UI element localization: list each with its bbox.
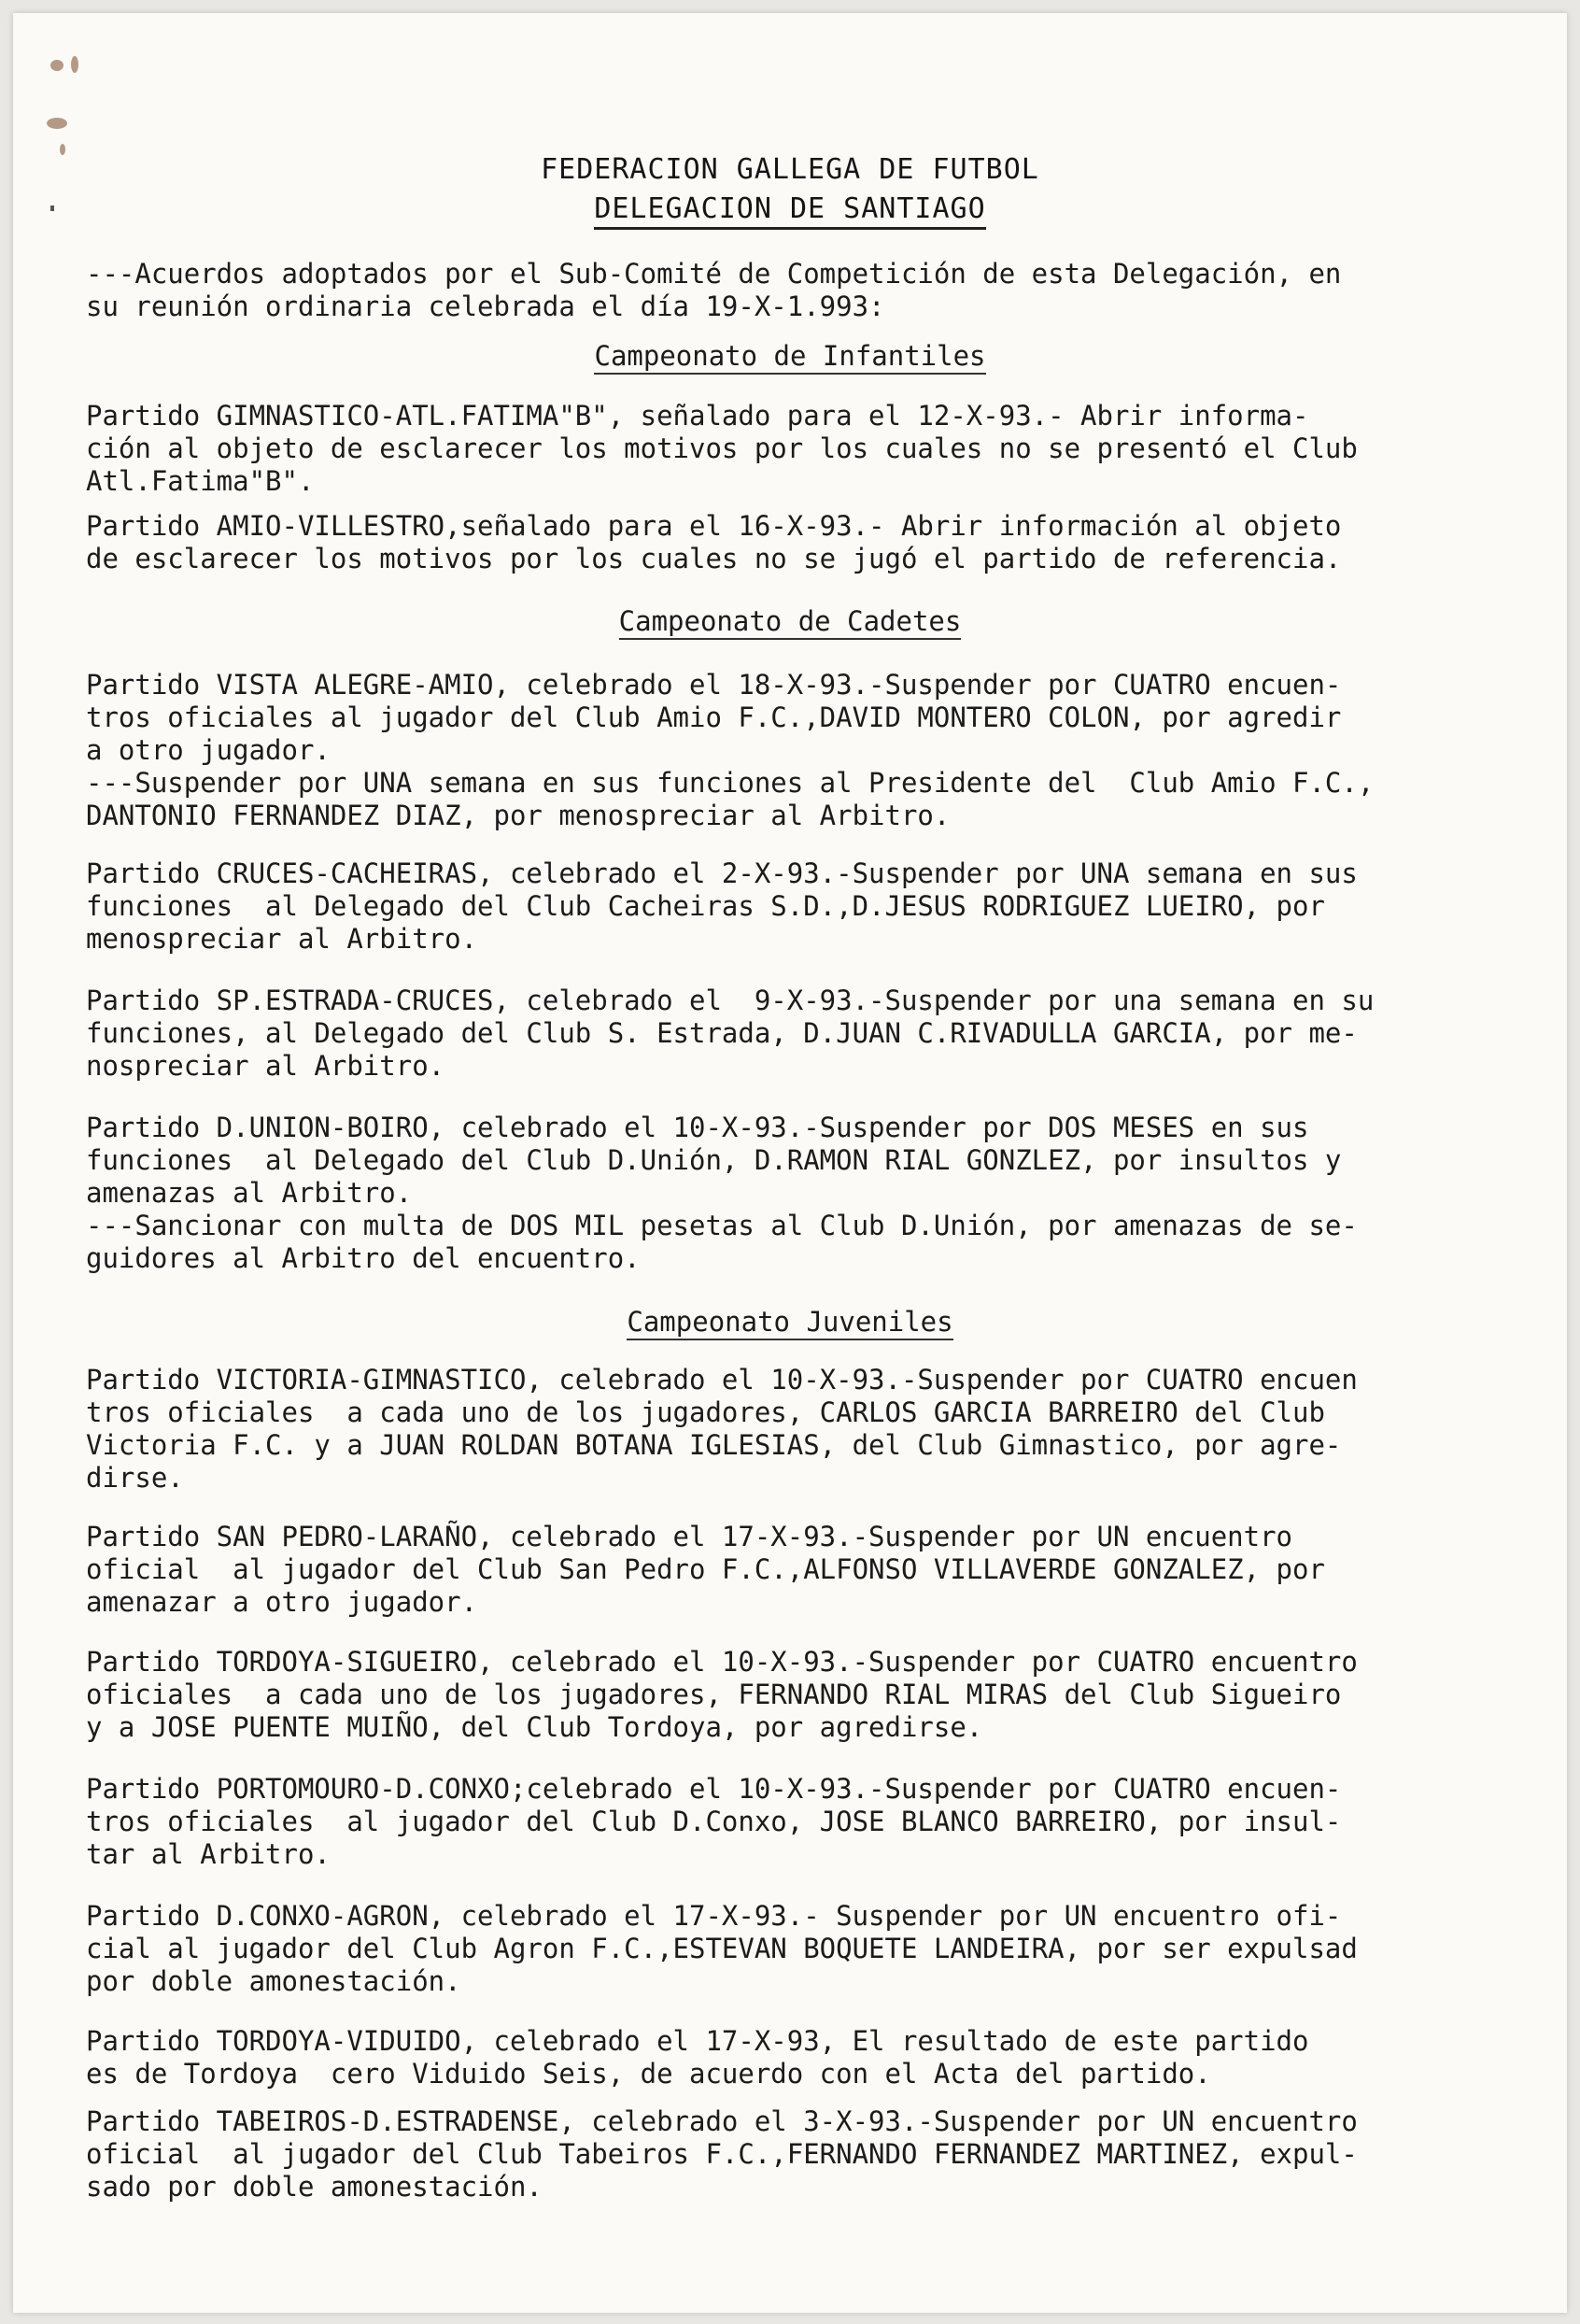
intro-paragraph: ---Acuerdos adoptados por el Sub-Comité de Competición de esta Delegación, en su reunión ordinaria celebrada el día 19-X-1.993: [86, 258, 1342, 322]
juveniles-paragraph-6: Partido TORDOYA-VIDUIDO, celebrado el 17-X-93, El resultado de este partido es de Tordoya cero Viduido Seis, de acuerdo con el Acta del partido. [86, 2025, 1309, 2090]
juveniles-paragraph-4: Partido PORTOMOURO-D.CONXO;celebrado el 10-X-93.-Suspender por CUATRO encuen- tros oficiales al jugador del Club D.Conxo, JOSE BLANCO BARREIRO, por insul- tar al Arbitro. [86, 1773, 1342, 1870]
juveniles-paragraph-1: Partido VICTORIA-GIMNASTICO, celebrado el 10-X-93.-Suspender por CUATRO encuen tros oficiales a cada uno de los jugadores, CARLOS GARCIA BARREIRO del Club Victoria F.C. y a JUAN ROLDAN BOTANA IGLESIAS, del Club Gimnastico, por agre- dirse. [86, 1364, 1358, 1494]
infantiles-paragraph-1: Partido GIMNASTICO-ATL.FATIMA"B", señalado para el 12-X-93.- Abrir informa- ción al objeto de esclarecer los motivos por los cuales no se presentó el Club Atl.Fatima"B". [86, 400, 1358, 497]
section-title-juveniles [13, 1306, 1567, 1338]
cadetes-paragraph-3: Partido SP.ESTRADA-CRUCES, celebrado el 9-X-93.-Suspender por una semana en su funciones, al Delegado del Club S. Estrada, D.JUAN C.RIVADULLA GARCIA, por me- nospreciar al Arbitro. [86, 985, 1375, 1082]
juveniles-paragraph-7: Partido TABEIROS-D.ESTRADENSE, celebrado el 3-X-93.-Suspender por UN encuentro oficial al jugador del Club Tabeiros F.C.,FERNANDO FERNANDEZ MARTINEZ, expul- sado por doble amonestación. [86, 2105, 1358, 2203]
juveniles-paragraph-5: Partido D.CONXO-AGRON, celebrado el 17-X-93.- Suspender por UN encuentro ofi- cial al jugador del Club Agron F.C.,ESTEVAN BOQUETE LANDEIRA, por ser expulsad por doble amonestación. [86, 1900, 1358, 1997]
section-title-infantiles [13, 340, 1567, 372]
cadetes-paragraph-2: Partido CRUCES-CACHEIRAS, celebrado el 2-X-93.-Suspender por UNA semana en sus funciones al Delegado del Club Cacheiras S.D.,D.JESUS RODRIGUEZ LUEIRO, por menospreciar al Arbitro. [86, 857, 1358, 955]
cadetes-paragraph-1: Partido VISTA ALEGRE-AMIO, celebrado el 18-X-93.-Suspender por CUATRO encuen- tros oficiales al jugador del Club Amio F.C.,DAVID MONTERO COLON, por agredir a otro jugador. ---Suspender por UNA semana en sus funciones al Presidente del Club Amio F.C., DANTONIO FERNANDEZ DIAZ, por menospreciar al Arbitro. [86, 669, 1375, 831]
ink-stain [47, 118, 67, 129]
infantiles-paragraph-2: Partido AMIO-VILLESTRO,señalado para el 16-X-93.- Abrir información al objeto de esclarecer los motivos por los cuales no se jugó el partido de referencia. [86, 510, 1342, 574]
section-title-cadetes [13, 605, 1567, 637]
ink-stain [50, 60, 63, 71]
federation-title: FEDERACION GALLEGA DE FUTBOL [541, 153, 1039, 186]
section-title-cadetes-text: Campeonato de Cadetes [619, 605, 962, 640]
cadetes-paragraph-4: Partido D.UNION-BOIRO, celebrado el 10-X-93.-Suspender por DOS MESES en sus funciones al Delegado del Club D.Unión, D.RAMON RIAL GONZLEZ, por insultos y amenazas al Arbitro. ---Sancionar con multa de DOS MIL pesetas al Club D.Unión, por amenazas de se- guidores al Arbitro del encuentro. [86, 1112, 1358, 1274]
juveniles-paragraph-3: Partido TORDOYA-SIGUEIRO, celebrado el 10-X-93.-Suspender por CUATRO encuentro oficiales a cada uno de los jugadores, FERNANDO RIAL MIRAS del Club Sigueiro y a JOSE PUENTE MUIÑO, del Club Tordoya, por agredirse. [86, 1646, 1358, 1743]
juveniles-paragraph-2: Partido SAN PEDRO-LARAÑO, celebrado el 17-X-93.-Suspender por UN encuentro oficial al jugador del Club San Pedro F.C.,ALFONSO VILLAVERDE GONZALEZ, por amenazar a otro jugador. [86, 1521, 1325, 1618]
ink-stain [71, 56, 78, 73]
delegation-title [13, 192, 1567, 225]
section-title-juveniles-text: Campeonato Juveniles [627, 1306, 952, 1340]
document-page [13, 13, 1567, 2313]
section-title-infantiles-text: Campeonato de Infantiles [594, 340, 985, 375]
delegation-title-text: DELEGACION DE SANTIAGO [594, 192, 985, 230]
